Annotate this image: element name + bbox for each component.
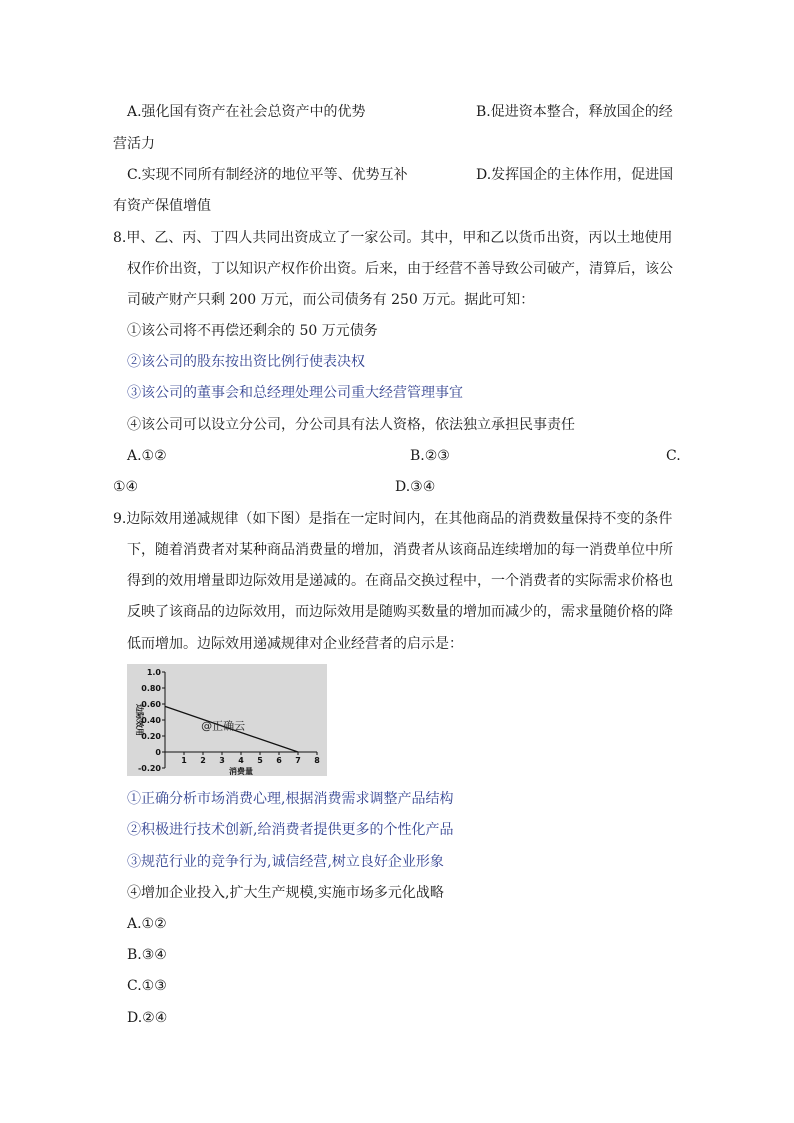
q9-statement-4: ④增加企业投入,扩大生产规模,实施市场多元化战略 xyxy=(127,885,444,901)
q8-statement-1: ①该公司将不再偿还剩余的 50 万元债务 xyxy=(127,323,378,339)
x-tick-label: 5 xyxy=(257,756,263,765)
q7-option-a: A.强化国有资产在社会总资产中的优势 xyxy=(127,104,366,120)
q9-statement-2: ②积极进行技术创新,给消费者提供更多的个性化产品 xyxy=(127,822,454,838)
y-tick-label: 0.20 xyxy=(141,732,161,741)
q8-option-b: B.②③ xyxy=(410,448,450,464)
q9-option-a: A.①② xyxy=(127,916,167,932)
q8-statement-2: ②该公司的股东按出资比例行使表决权 xyxy=(127,354,365,370)
q7-option-b: B.促进资本整合，释放国企的经 xyxy=(476,104,673,120)
x-tick-label: 7 xyxy=(295,756,301,765)
q7-option-d: D.发挥国企的主体作用，促进国 xyxy=(476,167,674,183)
x-tick-label: 6 xyxy=(276,756,282,765)
q9-option-c: C.①③ xyxy=(127,978,167,994)
y-tick-label: 1.0 xyxy=(146,668,161,677)
q8-option-a: A.①② xyxy=(127,448,167,464)
y-tick-label: 0.60 xyxy=(141,700,161,709)
q8-option-c: C. xyxy=(666,448,681,464)
x-tick-label: 8 xyxy=(314,756,320,765)
q8-stem-line-1: 8.甲、乙、丙、丁四人共同出资成立了一家公司。其中，甲和乙以货币出资，丙以土地使用 xyxy=(113,230,673,246)
y-tick-label: -0.20 xyxy=(137,764,161,773)
q8-statement-4: ④该公司可以设立分公司，分公司具有法人资格，依法独立承担民事责任 xyxy=(127,417,575,433)
q8-statement-3: ③该公司的董事会和总经理处理公司重大经营管理事宜 xyxy=(127,385,463,401)
marginal-utility-chart xyxy=(127,664,327,776)
q7-option-b-continued: 营活力 xyxy=(113,136,155,152)
q8-stem-line-3: 司破产财产只剩 200 万元，而公司债务有 250 万元。据此可知： xyxy=(127,292,535,308)
x-tick-label: 3 xyxy=(219,756,225,765)
q9-stem-line-5: 低而增加。边际效用递减规律对企业经营者的启示是： xyxy=(127,636,463,652)
q8-stem-line-2: 权作价出资，丁以知识产权作价出资。后来，由于经营不善导致公司破产，清算后，该公 xyxy=(127,261,673,277)
x-tick-label: 4 xyxy=(238,756,244,765)
q9-statement-3: ③规范行业的竞争行为,诚信经营,树立良好企业形象 xyxy=(127,854,444,870)
q9-stem-line-3: 得到的效用增量即边际效用是递减的。在商品交换过程中，一个消费者的实际需求价格也 xyxy=(127,573,673,589)
y-tick-label: 0.80 xyxy=(141,684,161,693)
y-tick-label: 0.40 xyxy=(141,716,161,725)
marginal-utility-chart-svg xyxy=(127,664,327,776)
q7-option-d-continued: 有资产保值增值 xyxy=(113,198,211,214)
q7-option-c: C.实现不同所有制经济的地位平等、优势互补 xyxy=(127,167,408,183)
q9-stem-line-1: 9.边际效用递减规律（如下图）是指在一定时间内，在其他商品的消费数量保持不变的条件 xyxy=(113,511,673,527)
q8-option-d: D.③④ xyxy=(395,479,436,495)
x-tick-label: 2 xyxy=(200,756,206,765)
x-axis-title: 消费量 xyxy=(229,767,253,776)
q9-stem-line-4: 反映了该商品的边际效用，而边际效用是随购买数量的增加而减少的，需求量随价格的降 xyxy=(127,604,673,620)
x-tick-label: 1 xyxy=(181,756,187,765)
q9-option-b: B.③④ xyxy=(127,947,167,963)
watermark-text: @正确云 xyxy=(201,719,246,733)
y-axis-title: 边际效用 xyxy=(135,704,144,736)
q9-option-d: D.②④ xyxy=(127,1010,168,1026)
y-tick-label: 0 xyxy=(155,748,161,757)
q9-stem-line-2: 下，随着消费者对某种商品消费量的增加，消费者从该商品连续增加的每一消费单位中所 xyxy=(127,542,673,558)
q8-option-c-continued: ①④ xyxy=(113,479,139,495)
q9-statement-1: ①正确分析市场消费心理,根据消费需求调整产品结构 xyxy=(127,791,454,807)
